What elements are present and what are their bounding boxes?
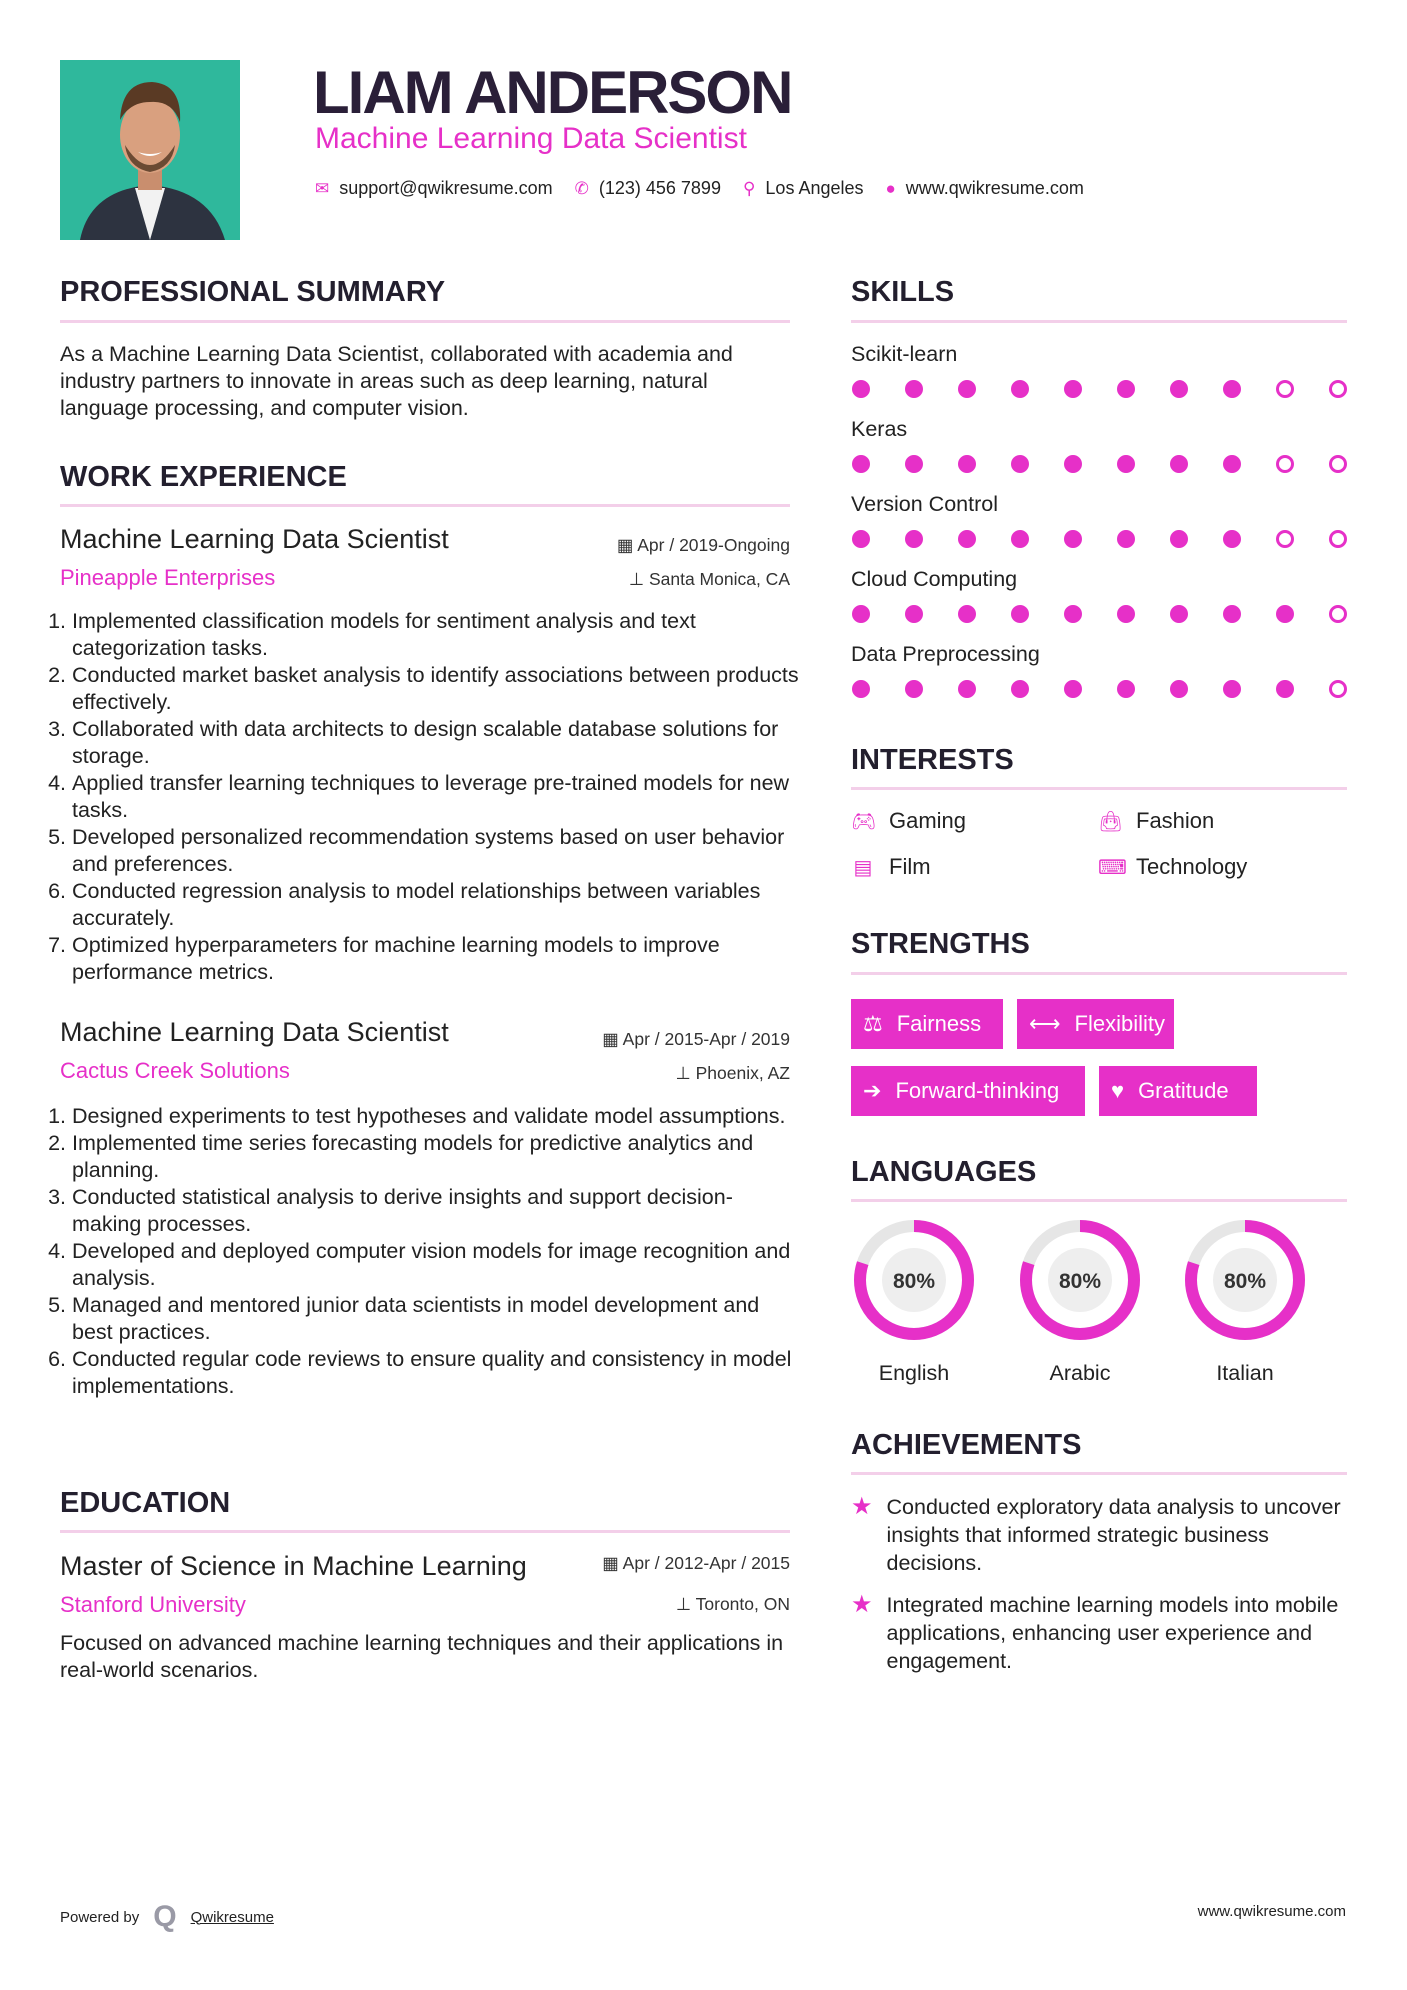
map-marker-icon: ⚲ xyxy=(742,178,756,198)
rating-dot-filled xyxy=(852,605,870,623)
language-name: Italian xyxy=(1216,1361,1274,1385)
degree-title: Master of Science in Machine Learning xyxy=(60,1551,527,1581)
gamepad-icon: 🎮︎ xyxy=(851,810,877,833)
bullet-item: 3. Conducted statistical analysis to derive insights and support decision-making processes. xyxy=(72,1184,799,1238)
section-divider xyxy=(851,787,1347,790)
strength-label: Fairness xyxy=(896,1011,982,1036)
rating-dot-filled xyxy=(905,455,923,473)
job-dates-text: Apr / 2015-Apr / 2019 xyxy=(622,1029,790,1049)
rating-dot-filled xyxy=(1011,530,1029,548)
section-divider xyxy=(60,1530,790,1533)
section-heading-summary: PROFESSIONAL SUMMARY xyxy=(60,276,446,308)
bullet-item: 1. Designed experiments to test hypotheses and validate model assumptions. xyxy=(72,1103,799,1130)
website-link[interactable]: www.qwikresume.com xyxy=(905,178,1084,198)
contact-bar xyxy=(315,178,1084,199)
rating-dot-empty xyxy=(1276,380,1294,398)
bullet-item: 6. Conducted regression analysis to model relationships between variables accurately. xyxy=(72,878,799,932)
section-heading-interests: INTERESTS xyxy=(851,744,1014,776)
section-divider xyxy=(60,320,790,323)
arrow-right-icon: ➔ xyxy=(863,1078,882,1103)
rating-dot-empty xyxy=(1329,680,1347,698)
school-name: Stanford University xyxy=(60,1592,246,1617)
achievement-item xyxy=(851,1591,1341,1675)
rating-dot-filled xyxy=(852,530,870,548)
job-title: Machine Learning Data Scientist xyxy=(60,1017,449,1047)
interest-label: Technology xyxy=(1136,854,1248,879)
language-name: Arabic xyxy=(1049,1361,1111,1385)
rating-dot-filled xyxy=(852,455,870,473)
rating-dot-filled xyxy=(1117,530,1135,548)
rating-dot-empty xyxy=(1276,530,1294,548)
rating-dot-filled xyxy=(905,380,923,398)
section-divider xyxy=(851,1472,1347,1475)
language-item xyxy=(1180,1218,1310,1386)
skill-label: Scikit-learn xyxy=(851,342,958,366)
footer-powered-by xyxy=(60,1900,274,1934)
skill-rating xyxy=(852,380,1347,398)
job-dates-text: Apr / 2019-Ongoing xyxy=(637,535,790,555)
shopping-bag-icon: 👜︎ xyxy=(1098,810,1124,833)
section-divider xyxy=(60,504,790,507)
skill-rating xyxy=(852,605,1347,623)
interest-technology xyxy=(1098,854,1247,880)
strength-label: Gratitude xyxy=(1138,1078,1229,1103)
language-name: English xyxy=(878,1361,950,1385)
rating-dot-filled xyxy=(905,605,923,623)
job-location-text: Phoenix, AZ xyxy=(695,1063,790,1083)
rating-dot-filled xyxy=(1011,680,1029,698)
section-divider xyxy=(851,972,1347,975)
calendar-icon: ▦ xyxy=(616,535,638,555)
interest-label: Gaming xyxy=(889,808,967,833)
rating-dot-empty xyxy=(1329,455,1347,473)
language-progress-ring xyxy=(849,1218,979,1342)
phone-text: (123) 456 7899 xyxy=(598,178,721,198)
rating-dot-filled xyxy=(1223,605,1241,623)
section-heading-strengths: STRENGTHS xyxy=(851,928,1030,960)
rating-dot-empty xyxy=(1329,530,1347,548)
strength-badge xyxy=(1017,999,1174,1049)
bullet-item: 4. Developed and deployed computer vision models for image recognition and analysis. xyxy=(72,1238,799,1292)
qwikresume-logo-icon: Q xyxy=(153,1900,177,1933)
education-dates xyxy=(490,1553,790,1574)
strength-label: Forward-thinking xyxy=(895,1078,1060,1103)
bullet-item: 4. Applied transfer learning techniques to leverage pre-trained models for new tasks. xyxy=(72,770,799,824)
rating-dot-filled xyxy=(1170,680,1188,698)
pin-icon: ⊥ xyxy=(628,569,649,589)
language-percent: 80% xyxy=(1058,1270,1102,1293)
rating-dot-filled xyxy=(1117,455,1135,473)
rating-dot-filled xyxy=(1117,380,1135,398)
rating-dot-filled xyxy=(958,380,976,398)
rating-dot-filled xyxy=(852,380,870,398)
rating-dot-filled xyxy=(1223,530,1241,548)
strength-badge xyxy=(1099,1066,1257,1116)
skill-rating xyxy=(852,530,1347,548)
balance-scale-icon: ⚖ xyxy=(863,1011,883,1036)
laptop-icon: ⌨ xyxy=(1098,856,1127,879)
education-location xyxy=(490,1594,790,1615)
section-divider xyxy=(851,1199,1347,1202)
summary-text: As a Machine Learning Data Scientist, collaborated with academia and industry partners to innovate in areas such as deep learning, natural language processing, and computer vision. xyxy=(60,342,733,420)
job-location-text: Santa Monica, CA xyxy=(648,569,790,589)
rating-dot-empty xyxy=(1329,380,1347,398)
film-icon: ▤ xyxy=(853,856,873,879)
language-progress-ring xyxy=(1180,1218,1310,1342)
profile-photo xyxy=(60,60,240,240)
footer-website[interactable]: www.qwikresume.com xyxy=(1197,1903,1346,1920)
rating-dot-empty xyxy=(1276,455,1294,473)
job-location xyxy=(490,569,790,590)
bullet-item: 5. Managed and mentored junior data scientists in model development and best practices. xyxy=(72,1292,799,1346)
calendar-icon: ▦ xyxy=(602,1553,623,1573)
skill-rating xyxy=(852,680,1347,698)
education-location-text: Toronto, ON xyxy=(695,1594,790,1614)
interest-fashion xyxy=(1098,808,1214,834)
skill-label: Keras xyxy=(851,417,908,441)
rating-dot-filled xyxy=(1276,680,1294,698)
bullet-item: 2. Conducted market basket analysis to identify associations between products effectively. xyxy=(72,662,799,716)
rating-dot-filled xyxy=(958,455,976,473)
rating-dot-filled xyxy=(1011,605,1029,623)
interest-gaming xyxy=(851,808,966,834)
rating-dot-filled xyxy=(1011,380,1029,398)
rating-dot-filled xyxy=(1011,455,1029,473)
rating-dot-filled xyxy=(1170,455,1188,473)
heart-icon: ♥ xyxy=(1111,1078,1125,1103)
job-title: Machine Learning Data Scientist xyxy=(60,524,449,554)
location-text: Los Angeles xyxy=(765,178,864,198)
interest-label: Film xyxy=(889,854,931,879)
achievement-text: Conducted exploratory data analysis to uncover insights that informed strategic business decisions. xyxy=(886,1495,1341,1575)
section-heading-skills: SKILLS xyxy=(851,276,955,308)
rating-dot-filled xyxy=(905,530,923,548)
rating-dot-filled xyxy=(1064,380,1082,398)
language-percent: 80% xyxy=(1223,1270,1267,1293)
pin-icon: ⊥ xyxy=(675,1063,696,1083)
rating-dot-filled xyxy=(1117,605,1135,623)
skill-label: Version Control xyxy=(851,492,998,516)
star-icon: ★ xyxy=(851,1493,873,1520)
rating-dot-filled xyxy=(1117,680,1135,698)
qwikresume-link[interactable]: Qwikresume xyxy=(190,1908,274,1926)
rating-dot-filled xyxy=(1223,380,1241,398)
rating-dot-filled xyxy=(958,605,976,623)
rating-dot-filled xyxy=(1064,605,1082,623)
pin-icon: ⊥ xyxy=(675,1594,696,1614)
envelope-icon: ✉ xyxy=(315,178,330,198)
section-heading-languages: LANGUAGES xyxy=(851,1156,1037,1188)
email-link[interactable]: support@qwikresume.com xyxy=(339,178,553,198)
rating-dot-filled xyxy=(1064,455,1082,473)
rating-dot-filled xyxy=(958,680,976,698)
star-icon: ★ xyxy=(851,1591,873,1618)
education-description: Focused on advanced machine learning techniques and their applications in real-world scenarios. xyxy=(60,1631,784,1682)
skill-rating xyxy=(852,455,1347,473)
candidate-name: LIAM ANDERSON xyxy=(313,59,792,126)
bullet-item: 7. Optimized hyperparameters for machine learning models to improve performance metrics. xyxy=(72,932,799,986)
job-bullets xyxy=(54,1103,799,1400)
powered-by-text: Powered by xyxy=(60,1908,140,1926)
company-name: Pineapple Enterprises xyxy=(60,565,276,590)
bullet-item: 3. Collaborated with data architects to design scalable database solutions for storage. xyxy=(72,716,799,770)
rating-dot-empty xyxy=(1329,605,1347,623)
section-divider xyxy=(851,320,1347,323)
globe-icon: ● xyxy=(885,178,896,198)
company-name: Cactus Creek Solutions xyxy=(60,1058,290,1083)
candidate-title: Machine Learning Data Scientist xyxy=(315,122,747,155)
job-dates xyxy=(490,535,790,556)
education-dates-text: Apr / 2012-Apr / 2015 xyxy=(622,1553,790,1573)
rating-dot-filled xyxy=(1170,530,1188,548)
skill-label: Cloud Computing xyxy=(851,567,1018,591)
rating-dot-filled xyxy=(1170,380,1188,398)
arrows-h-icon: ⟷ xyxy=(1029,1011,1061,1036)
language-progress-ring xyxy=(1015,1218,1145,1342)
rating-dot-filled xyxy=(1223,455,1241,473)
bullet-item: 5. Developed personalized recommendation systems based on user behavior and preferences. xyxy=(72,824,799,878)
rating-dot-filled xyxy=(905,680,923,698)
section-heading-achievements: ACHIEVEMENTS xyxy=(851,1429,1082,1461)
strength-badge xyxy=(851,999,1003,1049)
language-item xyxy=(849,1218,979,1386)
rating-dot-filled xyxy=(1170,605,1188,623)
language-item xyxy=(1015,1218,1145,1386)
strength-badge xyxy=(851,1066,1085,1116)
language-percent: 80% xyxy=(892,1270,936,1293)
job-bullets xyxy=(54,608,799,986)
job-location xyxy=(490,1063,790,1084)
bullet-item: 2. Implemented time series forecasting models for predictive analytics and planning. xyxy=(72,1130,799,1184)
achievement-item xyxy=(851,1493,1341,1577)
interest-label: Fashion xyxy=(1136,808,1215,833)
job-dates xyxy=(490,1029,790,1050)
rating-dot-filled xyxy=(958,530,976,548)
rating-dot-filled xyxy=(1064,530,1082,548)
section-heading-education: EDUCATION xyxy=(60,1487,231,1519)
calendar-icon: ▦ xyxy=(602,1029,623,1049)
achievement-text: Integrated machine learning models into mobile applications, enhancing user experience and engagement. xyxy=(886,1593,1339,1673)
bullet-item: 6. Conducted regular code reviews to ensure quality and consistency in model implementations. xyxy=(72,1346,799,1400)
rating-dot-filled xyxy=(1223,680,1241,698)
section-heading-work: WORK EXPERIENCE xyxy=(60,461,347,493)
phone-icon: ✆ xyxy=(574,178,589,198)
strength-label: Flexibility xyxy=(1074,1011,1166,1036)
rating-dot-filled xyxy=(1276,605,1294,623)
interest-film xyxy=(851,854,931,880)
skill-label: Data Preprocessing xyxy=(851,642,1040,666)
rating-dot-filled xyxy=(852,680,870,698)
bullet-item: 1. Implemented classification models for sentiment analysis and text categorization tasks. xyxy=(72,608,799,662)
rating-dot-filled xyxy=(1064,680,1082,698)
